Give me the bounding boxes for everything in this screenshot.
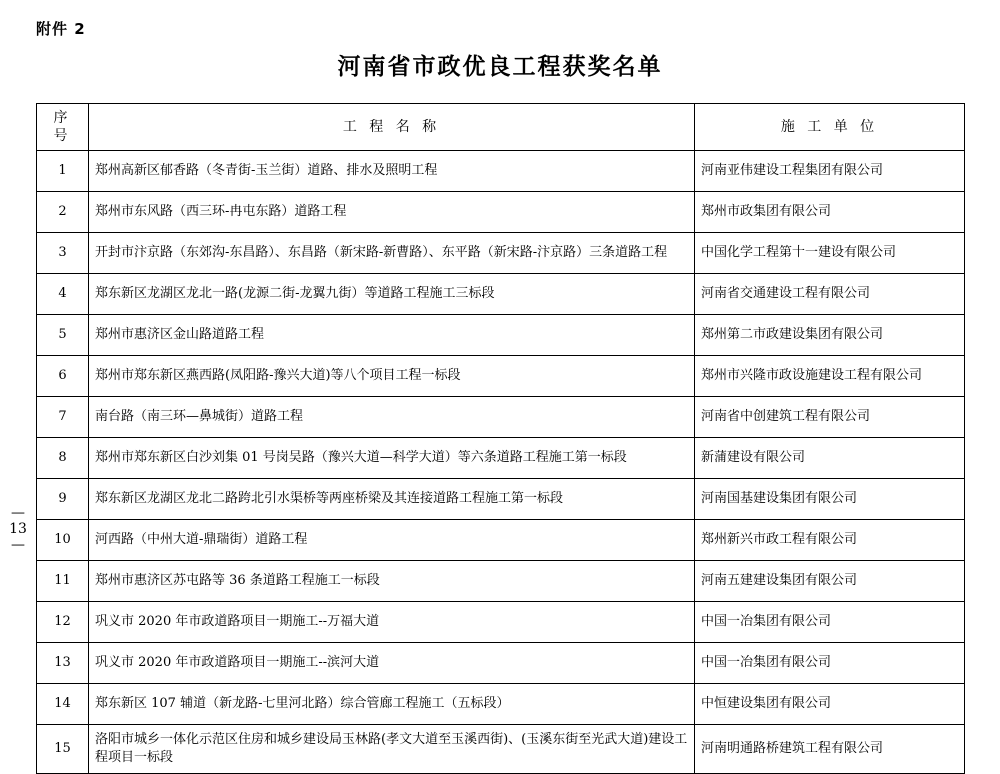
table-row — [37, 479, 965, 520]
table-row — [37, 684, 965, 725]
cell-no: 1 — [37, 151, 89, 192]
cell-no: 2 — [37, 192, 89, 233]
cell-no: 8 — [37, 438, 89, 479]
cell-project-name: 郑东新区龙湖区龙北一路(龙源二街-龙翼九街）等道路工程施工三标段 — [89, 274, 695, 315]
table-row — [37, 602, 965, 643]
table-row — [37, 725, 965, 774]
cell-project-name: 河西路（中州大道-鼎瑞街）道路工程 — [89, 520, 695, 561]
column-header-no: 序 号 — [37, 104, 89, 151]
side-page-number — [5, 505, 31, 553]
table-row — [37, 561, 965, 602]
table-row — [37, 233, 965, 274]
side-page-number-text: — 13 — — [9, 505, 27, 553]
table-row — [37, 192, 965, 233]
table-row — [37, 397, 965, 438]
page-title: 河南省市政优良工程获奖名单 — [337, 54, 663, 80]
table-row — [37, 315, 965, 356]
table-row — [37, 438, 965, 479]
cell-construction-unit: 河南省交通建设工程有限公司 — [695, 274, 965, 315]
awards-table — [36, 103, 965, 774]
cell-no: 13 — [37, 643, 89, 684]
cell-construction-unit: 郑州第二市政建设集团有限公司 — [695, 315, 965, 356]
cell-construction-unit: 新蒲建设有限公司 — [695, 438, 965, 479]
cell-construction-unit: 中国一冶集团有限公司 — [695, 643, 965, 684]
cell-project-name: 巩义市 2020 年市政道路项目一期施工--滨河大道 — [89, 643, 695, 684]
cell-construction-unit: 中恒建设集团有限公司 — [695, 684, 965, 725]
table-row — [37, 151, 965, 192]
awards-table-container — [36, 103, 964, 774]
column-header-construction-unit: 施 工 单 位 — [695, 104, 965, 151]
cell-no: 7 — [37, 397, 89, 438]
table-header-row — [37, 104, 965, 151]
cell-project-name: 巩义市 2020 年市政道路项目一期施工--万福大道 — [89, 602, 695, 643]
table-row — [37, 643, 965, 684]
cell-construction-unit: 河南五建建设集团有限公司 — [695, 561, 965, 602]
cell-project-name: 南台路（南三环—鼻城街）道路工程 — [89, 397, 695, 438]
cell-construction-unit: 中国化学工程第十一建设有限公司 — [695, 233, 965, 274]
cell-no: 12 — [37, 602, 89, 643]
cell-no: 10 — [37, 520, 89, 561]
cell-construction-unit: 郑州市兴隆市政设施建设工程有限公司 — [695, 356, 965, 397]
table-row — [37, 274, 965, 315]
cell-project-name: 郑州市惠济区金山路道路工程 — [89, 315, 695, 356]
table-row — [37, 520, 965, 561]
cell-construction-unit: 郑州市政集团有限公司 — [695, 192, 965, 233]
cell-project-name: 开封市汴京路（东郊沟-东昌路）、东昌路（新宋路-新曹路）、东平路（新宋路-汴京路）三条道路工程 — [89, 233, 695, 274]
table-row — [37, 356, 965, 397]
column-header-project-name: 工 程 名 称 — [89, 104, 695, 151]
cell-construction-unit: 河南省中创建筑工程有限公司 — [695, 397, 965, 438]
cell-project-name: 郑州市郑东新区燕西路(凤阳路-豫兴大道)等八个项目工程一标段 — [89, 356, 695, 397]
cell-no: 9 — [37, 479, 89, 520]
cell-no: 4 — [37, 274, 89, 315]
cell-no: 5 — [37, 315, 89, 356]
cell-project-name: 洛阳市城乡一体化示范区住房和城乡建设局玉林路(孝文大道至玉溪西街)、(玉溪东街至光武大道)建设工程项目一标段 — [89, 725, 695, 774]
cell-construction-unit: 河南亚伟建设工程集团有限公司 — [695, 151, 965, 192]
cell-no: 14 — [37, 684, 89, 725]
cell-construction-unit: 河南国基建设集团有限公司 — [695, 479, 965, 520]
attachment-label: 附件 2 — [36, 20, 86, 38]
cell-no: 15 — [37, 725, 89, 774]
cell-project-name: 郑州市东风路（西三环-冉屯东路）道路工程 — [89, 192, 695, 233]
cell-project-name: 郑州市惠济区苏屯路等 36 条道路工程施工一标段 — [89, 561, 695, 602]
cell-project-name: 郑州市郑东新区白沙刘集 01 号岗吴路（豫兴大道—科学大道）等六条道路工程施工第一标段 — [89, 438, 695, 479]
cell-no: 6 — [37, 356, 89, 397]
cell-no: 3 — [37, 233, 89, 274]
cell-project-name: 郑东新区 107 辅道（新龙路-七里河北路）综合管廊工程施工（五标段） — [89, 684, 695, 725]
cell-construction-unit: 中国一冶集团有限公司 — [695, 602, 965, 643]
cell-project-name: 郑东新区龙湖区龙北二路跨北引水渠桥等两座桥梁及其连接道路工程施工第一标段 — [89, 479, 695, 520]
cell-construction-unit: 河南明通路桥建筑工程有限公司 — [695, 725, 965, 774]
cell-project-name: 郑州高新区郁香路（冬青街-玉兰街）道路、排水及照明工程 — [89, 151, 695, 192]
cell-no: 11 — [37, 561, 89, 602]
cell-construction-unit: 郑州新兴市政工程有限公司 — [695, 520, 965, 561]
